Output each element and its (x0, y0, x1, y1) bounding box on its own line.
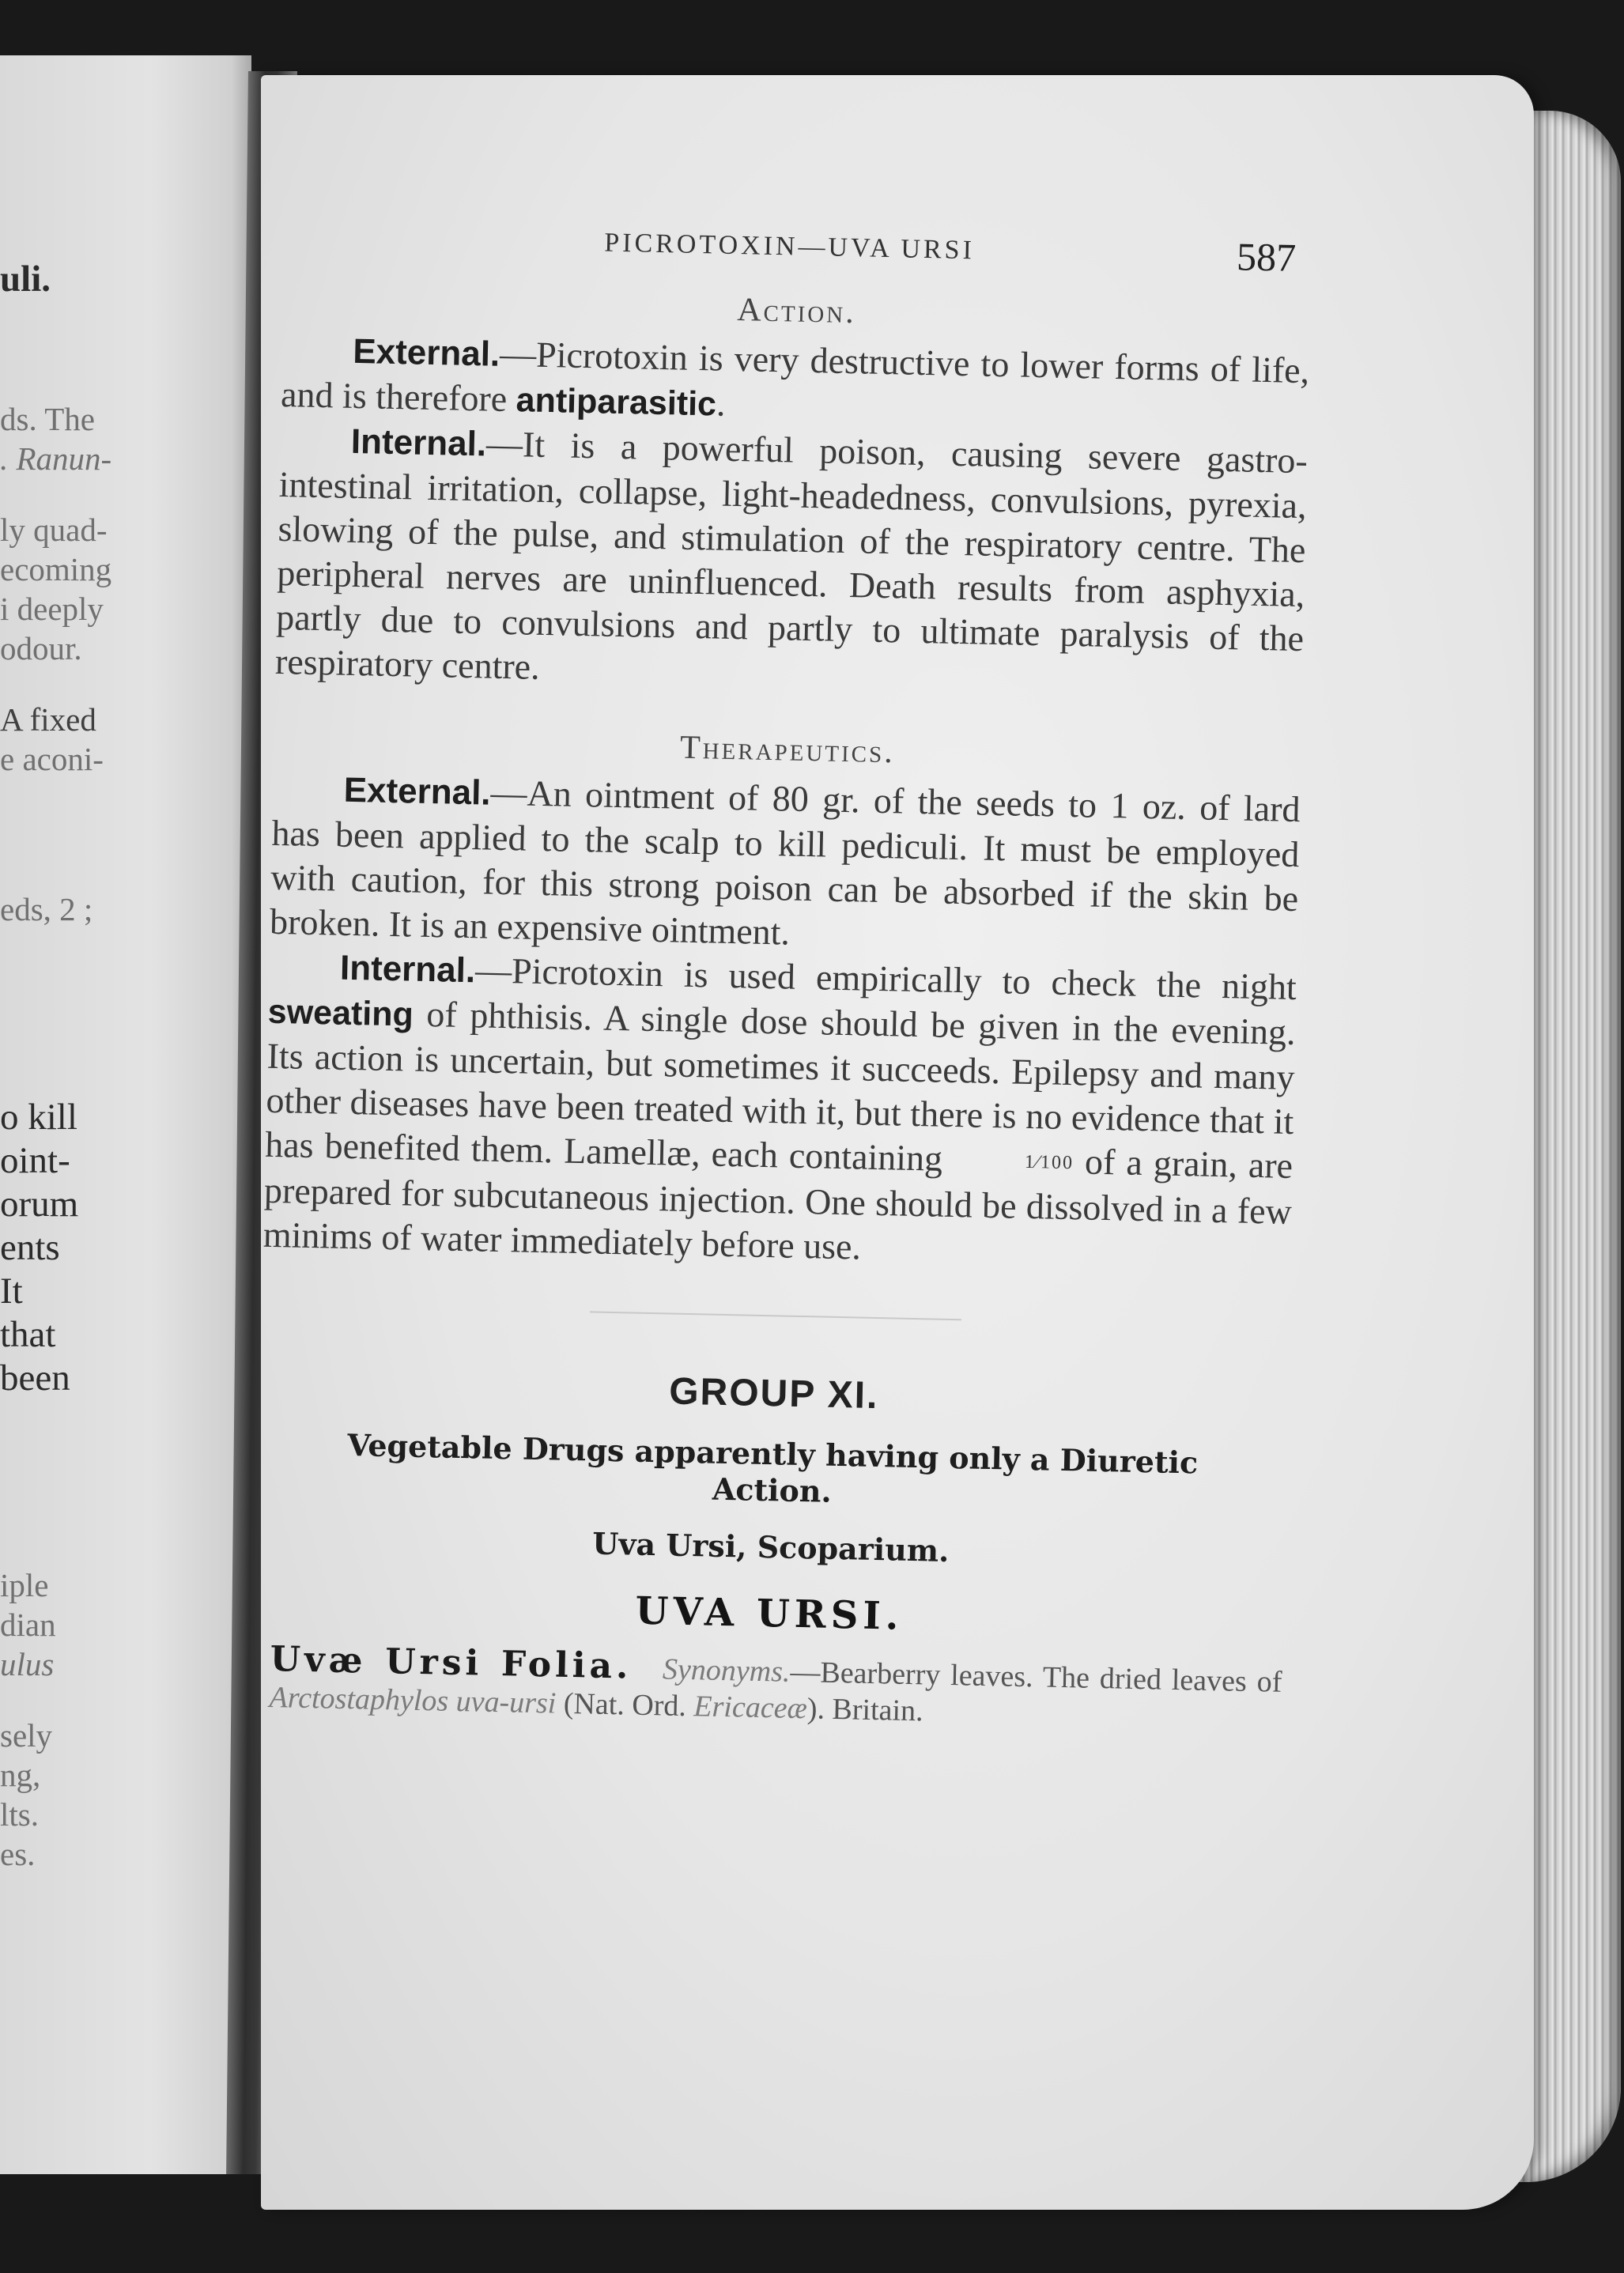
left-page-fragment: lts. (0, 1796, 39, 1833)
left-page-fragment: . Ranun- (0, 440, 112, 477)
facing-page-left (0, 55, 251, 2174)
left-page-fragment: uli. (0, 259, 51, 300)
therapeutics-external-text: —An ointment of 80 gr. of the seeds to 1 oz. of lard has been applied to the scalp to kill pediculi. It must be employed with caution, for this strong poison can be absorbed if the skin be broken. It is an expensive ointment. (269, 772, 1301, 953)
group-subtitle (258, 1425, 1287, 1520)
group-title: GROUP XI. (668, 1370, 879, 1418)
left-page-fragment: orum (0, 1184, 79, 1225)
left-page-fragment: A fixed (0, 701, 96, 738)
left-page-fragment: iple (0, 1567, 49, 1603)
internal-label: Internal. (339, 948, 476, 991)
drug-heading: UVA URSI. (635, 1588, 905, 1639)
running-title: PICROTOXIN—UVA URSI (603, 228, 976, 266)
therapeutics-internal-text-2: of phthisis. A single dose should be given in the evening. Its action is uncertain, but sometimes it succeeds. Epilepsy and many other diseases have been treated with it, but there is no evidence that it has benefited them. Lamellæ, each containing (264, 993, 1297, 1179)
left-page-fragment: ng, (0, 1757, 41, 1793)
left-page-fragment: e aconi- (0, 741, 104, 777)
page-content (253, 213, 1312, 1737)
species-name: Arctostaphylos uva-ursi (269, 1681, 557, 1720)
left-page-fragment: oint- (0, 1140, 70, 1181)
therapeutics-internal-text: —Picrotoxin is used empirically to check the night (474, 950, 1297, 1008)
therapeutics-heading: Therapeutics. (679, 729, 896, 771)
external-label: External. (352, 331, 500, 374)
entry-text-1: The dried leaves of (1042, 1660, 1282, 1699)
therapeutics-internal-text-3: of a grain, are prepared for subcutaneous injection. One should be dissolved in a few minims of water immediately before use. (262, 1141, 1294, 1267)
entry-text-3: ). Britain. (806, 1692, 924, 1728)
group-drug-list: Uva Ursi, Scoparium. (591, 1525, 950, 1569)
left-page-fragment: ulus (0, 1646, 55, 1682)
sweating-term: sweating (267, 992, 414, 1034)
synonyms-label: Synonyms. (662, 1652, 791, 1689)
left-page-fragment: been (0, 1357, 70, 1399)
entry-text-2: (Nat. Ord. (555, 1686, 694, 1724)
synonyms-text: —Bearberry leaves. (790, 1655, 1034, 1694)
action-heading: Action. (736, 292, 857, 331)
therapeutics-external-paragraph (270, 766, 1301, 965)
antiparasitic-term: antiparasitic (516, 381, 717, 424)
left-page-fragment: o kill (0, 1097, 77, 1138)
dose-fraction: 1⁄100 (1024, 1151, 1074, 1174)
left-page-fragment: ds. The (0, 401, 95, 437)
left-page-fragment: ents (0, 1227, 60, 1268)
left-page-fragment: sely (0, 1717, 53, 1754)
action-external-text: —Picrotoxin is very destructive to lower forms of life, and is therefore (280, 333, 1310, 420)
section-divider (590, 1311, 961, 1320)
left-page-fragment: dian (0, 1607, 56, 1643)
left-page-fragment: odour. (0, 630, 82, 666)
natural-order: Ericaceæ (693, 1690, 808, 1726)
left-page-fragment: es. (0, 1836, 36, 1872)
group-subtitle-line-1: Vegetable Drugs apparently having only a Diuretic (346, 1427, 1199, 1481)
left-page-fragment: that (0, 1314, 56, 1355)
left-page-fragment: ecoming (0, 551, 112, 587)
internal-label: Internal. (350, 421, 487, 464)
action-internal-paragraph (275, 417, 1309, 705)
external-label: External. (343, 770, 492, 813)
left-page-fragment: It (0, 1271, 23, 1312)
left-page-fragment: i deeply (0, 591, 104, 627)
action-external-end: . (716, 383, 727, 424)
left-page-fragment: eds, 2 ; (0, 891, 93, 927)
therapeutics-internal-paragraph (262, 944, 1297, 1278)
group-subtitle-line-2: Action. (712, 1471, 833, 1509)
action-internal-text: —It is a powerful poison, causing severe gastro-intestinal irritation, collapse, light-headedness, convulsions, pyrexia, slowing of the pulse, and stimulation of the respiratory centre. The peripheral nerves are uninfluenced. Death results from asphyxia, partly due to convulsions and partly to ultimate paralysis of the respiratory centre. (274, 423, 1309, 687)
page-number: 587 (1236, 234, 1297, 280)
left-page-fragment: ly quad- (0, 512, 108, 548)
drug-official-name: Uvæ Ursi Folia. (270, 1639, 633, 1687)
